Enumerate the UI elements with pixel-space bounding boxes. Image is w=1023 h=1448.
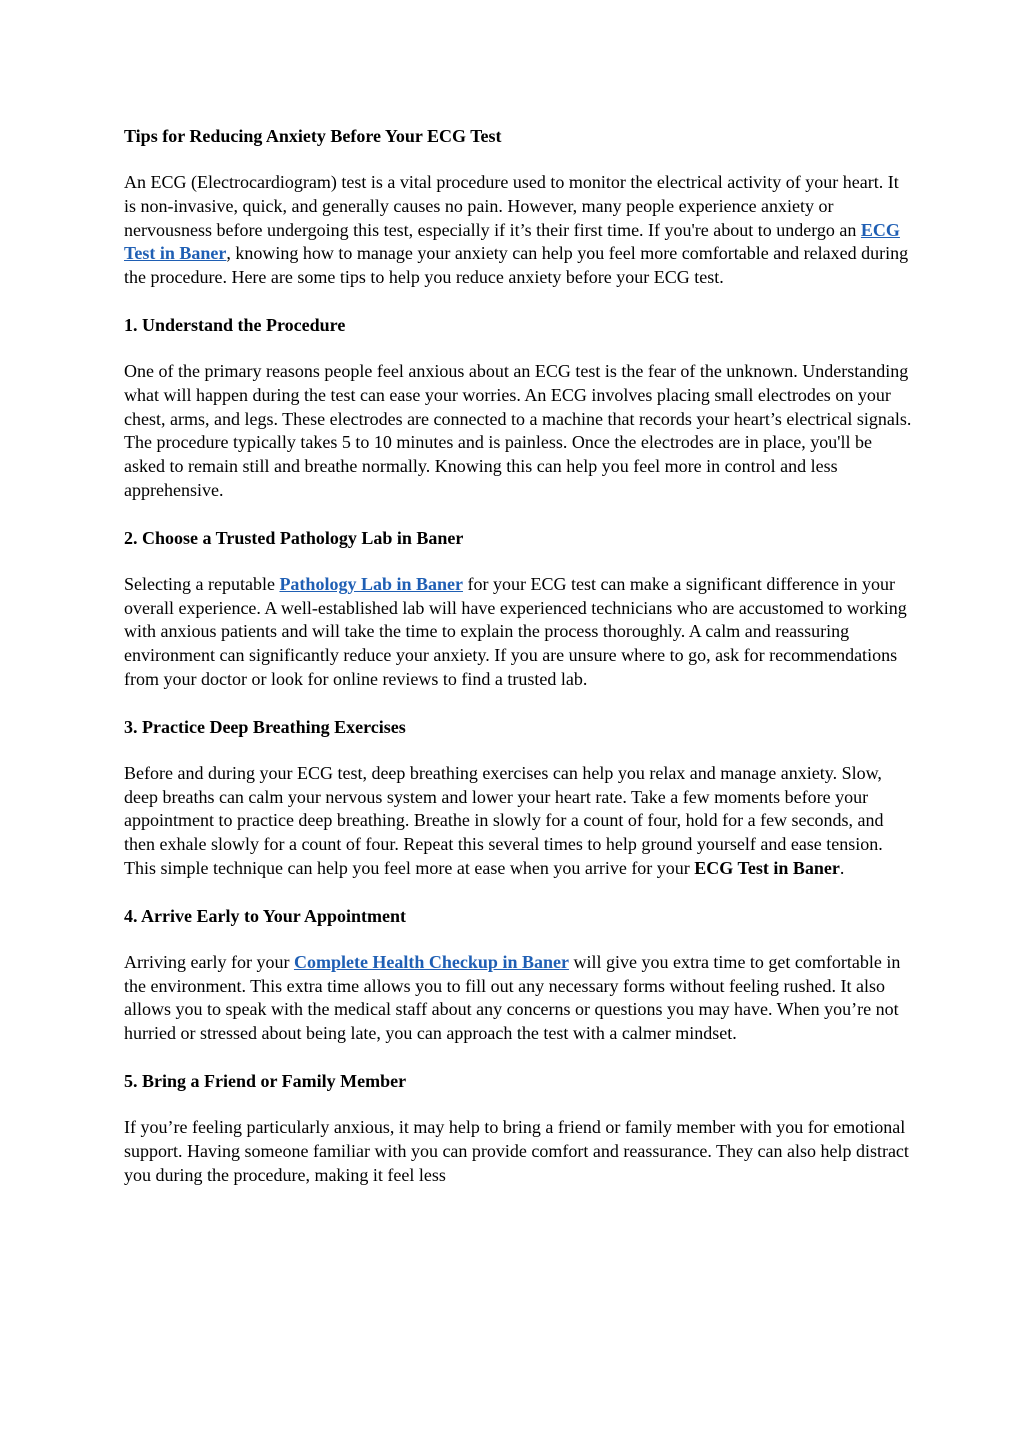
- section-4-heading: 4. Arrive Early to Your Appointment: [124, 905, 406, 926]
- complete-health-checkup-link[interactable]: Complete Health Checkup in Baner: [293, 951, 569, 972]
- ecg-test-baner-link[interactable]: ECG Test in Baner: [124, 219, 900, 264]
- section-2-paragraph: [124, 573, 914, 692]
- section-1-paragraph: One of the primary reasons people feel anxious about an ECG test is the fear of the unknown. Understanding what will happen during the test can ease your worries. An ECG involves placing small electrodes on your chest, arms, and legs. These electrodes are connected to a machine that records your heart’s electrical signals. The procedure typically takes 5 to 10 minutes and is painless. Once the electrodes are in place, you'll be asked to remain still and breathe normally. Knowing this can help you feel more in control and less apprehensive.: [124, 360, 912, 500]
- section-3-text-end: .: [839, 857, 845, 878]
- section-5-paragraph: If you’re feeling particularly anxious, it may help to bring a friend or family member with you for emotional support. Having someone familiar with you can provide comfort and reassurance. They can also help distract you during the procedure, making it feel less: [124, 1116, 909, 1185]
- section-3-text-start: Before and during your ECG test, deep breathing exercises can help you relax and manage anxiety. Slow, deep breaths can calm your nervous system and lower your heart rate. Take a few moments before your appointment to practice deep breathing. Breathe in slowly for a count of four, hold for a few seconds, and then exhale slowly for a count of four. Repeat this several times to help ground yourself and ease tension. This simple technique can help you feel more at ease when you arrive for your: [124, 762, 884, 878]
- document-page: [124, 124, 914, 1210]
- document-title: Tips for Reducing Anxiety Before Your ECG Test: [124, 126, 502, 146]
- section-4-text-start: Arriving early for your: [124, 951, 294, 972]
- ecg-test-baner-bold: ECG Test in Baner: [694, 857, 840, 878]
- intro-paragraph: [124, 171, 914, 290]
- section-1-heading: 1. Understand the Procedure: [124, 314, 346, 335]
- section-4-text-end: will give you extra time to get comfortable in the environment. This extra time allows you to fill out any necessary forms without feeling rushed. It also allows you to speak with the medical staff about any concerns or questions you may have. When you’re not hurried or stressed about being late, you can approach the test with a calmer mindset.: [124, 951, 901, 1044]
- intro-text-start: An ECG (Electrocardiogram) test is a vital procedure used to monitor the electrical activity of your heart. It is non-invasive, quick, and generally causes no pain. However, many people experience anxiety or nervousness before undergoing this test, especially if it’s their first time. If you're about to undergo an: [124, 172, 899, 240]
- section-3-paragraph: [124, 762, 914, 881]
- section-4-paragraph: [124, 951, 914, 1046]
- pathology-lab-baner-link[interactable]: Pathology Lab in Baner: [279, 573, 463, 594]
- section-2-heading: 2. Choose a Trusted Pathology Lab in Baner: [124, 527, 464, 548]
- intro-text-end: , knowing how to manage your anxiety can help you feel more comfortable and relaxed during the procedure. Here are some tips to help you reduce anxiety before your ECG test.: [124, 243, 909, 288]
- section-2-text-end: for your ECG test can make a significant difference in your overall experience. A well-established lab will have experienced technicians who are accustomed to working with anxious patients and will take the time to explain the process thoroughly. A calm and reassuring environment can significantly reduce your anxiety. If you are unsure where to go, ask for recommendations from your doctor or look for online reviews to find a trusted lab.: [124, 573, 907, 689]
- section-5-heading: 5. Bring a Friend or Family Member: [124, 1070, 407, 1091]
- section-3-heading: 3. Practice Deep Breathing Exercises: [124, 716, 406, 737]
- section-2-text-start: Selecting a reputable: [124, 573, 280, 594]
